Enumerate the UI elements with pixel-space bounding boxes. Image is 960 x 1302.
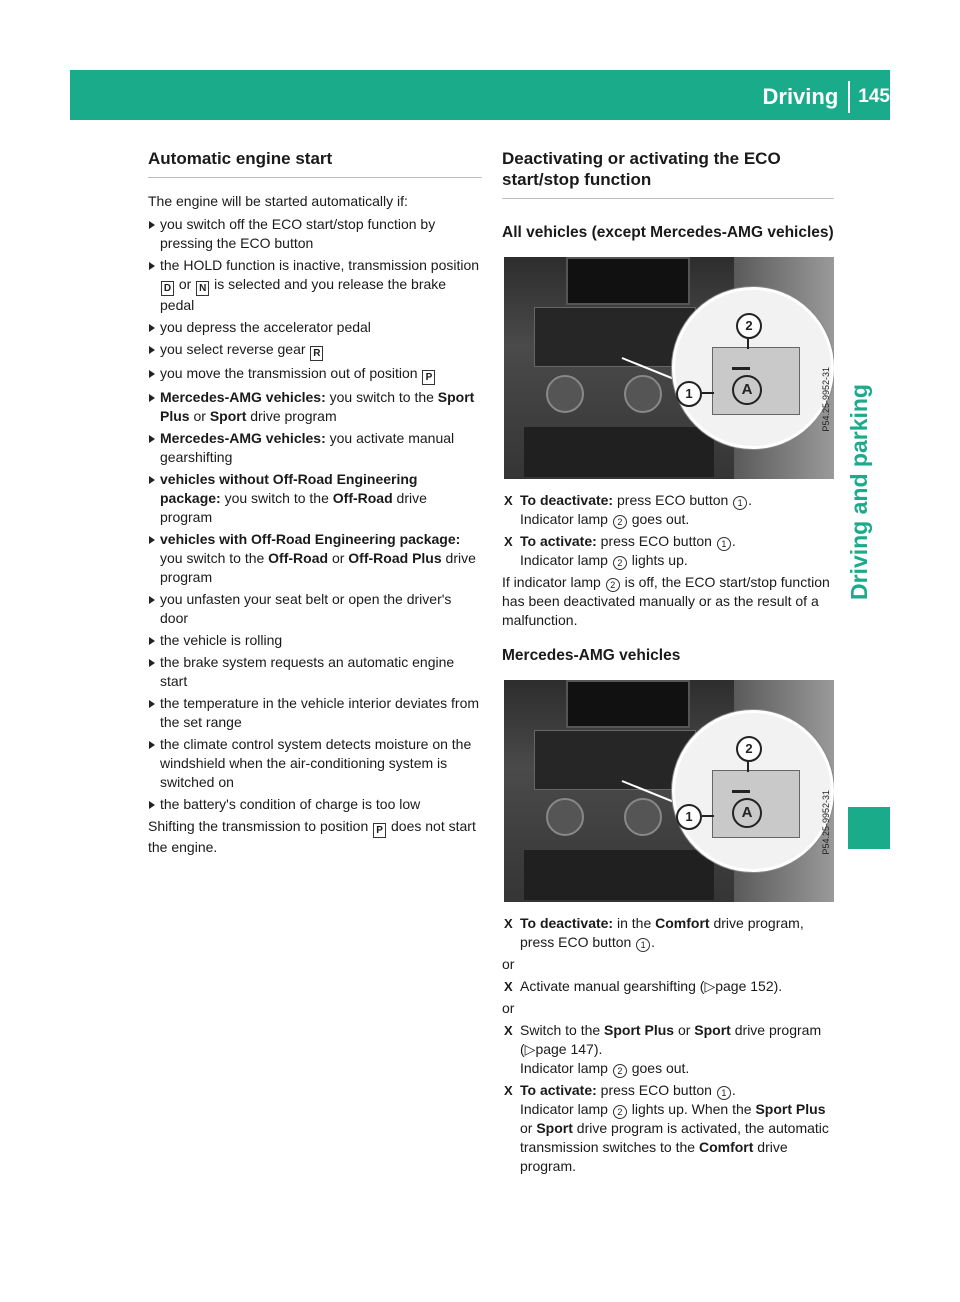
- display-screen: [566, 680, 690, 728]
- steps-all-vehicles: [502, 491, 834, 570]
- list-item: [148, 653, 482, 691]
- step-text: goes out.: [627, 511, 690, 527]
- header-section: [763, 84, 891, 110]
- item-bold: Mercedes-AMG vehicles:: [160, 389, 326, 405]
- step-text: drive program.: [520, 1139, 788, 1174]
- section-title: Driving: [762, 84, 839, 109]
- step-bold: Comfort: [655, 915, 710, 931]
- item-text: the temperature in the vehicle interior deviates from the set range: [160, 695, 480, 730]
- step-text: .: [748, 492, 753, 508]
- item-text: the vehicle is rolling: [160, 632, 283, 648]
- step-bold: Comfort: [698, 1139, 754, 1155]
- list-item: [148, 318, 482, 337]
- outro-text: does not start the engine.: [148, 818, 476, 855]
- step-amg-manual: [502, 977, 834, 996]
- step-text: Indicator lamp: [520, 1060, 612, 1076]
- item-text: the HOLD function is inactive, transmission position: [160, 257, 480, 273]
- figure-code: P54.25-9952-31: [821, 790, 831, 855]
- step-text: drive program (: [520, 1022, 822, 1057]
- item-text: the brake system requests an automatic engine start: [160, 654, 455, 689]
- page-number: 145: [858, 86, 890, 107]
- item-bold: vehicles with Off-Road Engineering package:: [160, 531, 461, 547]
- indicator-paragraph: [502, 573, 834, 630]
- chapter-tab-marker: [848, 807, 890, 849]
- item-bold: Off-Road Plus: [348, 550, 442, 566]
- step-text: goes out.: [627, 1060, 690, 1076]
- figure-code: P54.25-9952-31: [821, 367, 831, 432]
- item-text: you depress the accelerator pedal: [160, 319, 371, 335]
- gear-n-symbol: N: [196, 281, 209, 296]
- callout-ref-2: 2: [613, 1105, 627, 1119]
- right-heading: Deactivating or activating the ECO start/stop function: [502, 148, 834, 199]
- step-text: Indicator lamp: [520, 1101, 612, 1117]
- step-text: Activate manual gearshifting (: [520, 978, 705, 994]
- list-item: [148, 215, 482, 253]
- indicator-lamp: [732, 790, 750, 793]
- step-amg-activate: [502, 1081, 834, 1176]
- left-intro: The engine will be started automatically if:: [148, 193, 408, 209]
- left-outro: [148, 817, 482, 857]
- subheading-all-vehicles: All vehicles (except Mercedes-AMG vehicles): [502, 224, 834, 241]
- climate-knob-left: [546, 798, 584, 836]
- callout-ref-2: 2: [613, 556, 627, 570]
- item-text: drive program: [160, 490, 427, 525]
- start-conditions-list: [148, 215, 482, 814]
- list-item: [148, 470, 482, 527]
- list-item: [148, 694, 482, 732]
- item-text: or: [189, 408, 210, 424]
- outro-text: Shifting the transmission to position: [148, 818, 373, 834]
- chapter-tab-label: Driving and parking: [846, 384, 872, 600]
- left-column: [148, 148, 482, 857]
- callout-line-1: [702, 815, 714, 817]
- callout-1: 1: [676, 804, 702, 830]
- left-heading: Automatic engine start: [148, 148, 482, 178]
- step-bold: Sport Plus: [755, 1101, 826, 1117]
- list-item: [148, 631, 482, 650]
- item-bold: Off-Road: [268, 550, 329, 566]
- list-item: [148, 735, 482, 792]
- item-bold: vehicles without Off-Road Engineering package:: [160, 471, 418, 506]
- page-ref-arrow-icon: ▷: [524, 1041, 536, 1057]
- item-text: you activate manual gearshifting: [160, 430, 455, 465]
- step-bold: To activate:: [520, 533, 597, 549]
- item-text: you move the transmission out of position: [160, 365, 422, 381]
- gear-p-symbol: P: [422, 370, 435, 385]
- step-activate: [502, 532, 834, 570]
- gear-p-symbol: P: [373, 823, 386, 838]
- header-divider: [848, 81, 850, 113]
- step-text: lights up. When the: [627, 1101, 756, 1117]
- list-item: [148, 429, 482, 467]
- climate-knob-right: [624, 375, 662, 413]
- item-text: or: [328, 550, 349, 566]
- callout-line-1: [702, 392, 714, 394]
- step-text: lights up.: [627, 552, 688, 568]
- callout-line-2: [747, 339, 749, 349]
- steps-amg-sport: [502, 1021, 834, 1176]
- item-bold: Sport: [209, 408, 247, 424]
- step-text: drive program is activated, the automatic transmission switches to the: [520, 1120, 829, 1155]
- item-bold: Mercedes-AMG vehicles:: [160, 430, 326, 446]
- item-text: you switch to the: [325, 389, 438, 405]
- or-separator: or: [502, 956, 515, 972]
- steps-amg-deactivate: [502, 914, 834, 952]
- eco-a-icon: A: [732, 798, 762, 828]
- step-text: .: [731, 533, 736, 549]
- item-text: the battery's condition of charge is too low: [160, 796, 421, 812]
- callout-ref-1: 1: [717, 537, 731, 551]
- display-screen: [566, 257, 690, 305]
- list-item: [148, 590, 482, 628]
- callout-2: 2: [736, 736, 762, 762]
- climate-knob-left: [546, 375, 584, 413]
- list-item: [148, 340, 482, 361]
- step-bold: Sport Plus: [604, 1022, 675, 1038]
- center-console-tray: [524, 850, 714, 900]
- item-bold: Off-Road: [332, 490, 393, 506]
- step-text: press ECO button: [596, 533, 716, 549]
- step-text: ).: [593, 1041, 603, 1057]
- step-text: press ECO button: [613, 492, 733, 508]
- list-item: [148, 530, 482, 587]
- eco-button-figure-2: [504, 680, 834, 902]
- item-text: is selected and you release the brake pedal: [160, 276, 447, 313]
- callout-ref-2: 2: [606, 578, 620, 592]
- item-text: you switch to the: [160, 550, 269, 566]
- eco-button-figure-1: [504, 257, 834, 479]
- item-text: you switch to the: [220, 490, 333, 506]
- step-text: Indicator lamp: [520, 511, 612, 527]
- step-text: Indicator lamp: [520, 552, 612, 568]
- item-bold: Sport Plus: [160, 389, 475, 424]
- step-text: in the: [613, 915, 656, 931]
- step-amg-sport: [502, 1021, 834, 1078]
- page-ref-link[interactable]: page 147: [535, 1041, 594, 1057]
- item-text: drive program: [160, 550, 476, 585]
- step-text: Switch to the: [520, 1022, 605, 1038]
- step-amg-deactivate: [502, 914, 834, 952]
- item-text: the climate control system detects moisture on the windshield when the air-conditioning system is switched on: [160, 736, 472, 790]
- list-item: [148, 795, 482, 814]
- page-ref-link[interactable]: page 152: [715, 978, 774, 994]
- step-bold: To deactivate:: [520, 915, 614, 931]
- right-column: [502, 148, 834, 1179]
- step-text: .: [731, 1082, 736, 1098]
- step-bold: To activate:: [520, 1082, 597, 1098]
- step-text: or: [674, 1022, 695, 1038]
- callout-line-2: [747, 762, 749, 772]
- para-text: If indicator lamp: [502, 574, 605, 590]
- gear-r-symbol: R: [310, 346, 323, 361]
- callout-ref-2: 2: [613, 515, 627, 529]
- page-ref-arrow-icon: ▷: [704, 978, 716, 994]
- or-separator: or: [502, 1000, 515, 1016]
- para-text: is off, the ECO start/stop function has been deactivated manually or as the result of a malfunction.: [502, 574, 830, 628]
- step-bold: Sport: [694, 1022, 731, 1038]
- step-text: ).: [773, 978, 783, 994]
- callout-ref-1: 1: [733, 496, 747, 510]
- item-text: you switch off the ECO start/stop function by pressing the ECO button: [160, 216, 436, 251]
- callout-1: 1: [676, 381, 702, 407]
- callout-2: 2: [736, 313, 762, 339]
- list-item: [148, 388, 482, 426]
- list-item: [148, 256, 482, 315]
- callout-ref-1: 1: [717, 1086, 731, 1100]
- step-text: press ECO button: [596, 1082, 716, 1098]
- item-text: you select reverse gear: [160, 341, 310, 357]
- subheading-amg: Mercedes-AMG vehicles: [502, 647, 681, 664]
- steps-amg-manual: [502, 977, 834, 996]
- indicator-lamp: [732, 367, 750, 370]
- step-bold: Sport: [536, 1120, 573, 1136]
- step-deactivate: [502, 491, 834, 529]
- gear-d-symbol: D: [161, 281, 174, 296]
- center-console-tray: [524, 427, 714, 477]
- list-item: [148, 364, 482, 385]
- step-text: or: [520, 1120, 537, 1136]
- step-text: drive program, press ECO button: [520, 915, 804, 950]
- item-text: you unfasten your seat belt or open the driver's door: [160, 591, 452, 626]
- step-text: .: [651, 934, 656, 950]
- item-text: or: [175, 276, 196, 292]
- item-text: drive program: [246, 408, 337, 424]
- callout-ref-2: 2: [613, 1064, 627, 1078]
- step-bold: To deactivate:: [520, 492, 614, 508]
- callout-ref-1: 1: [636, 938, 650, 952]
- climate-knob-right: [624, 798, 662, 836]
- eco-a-icon: A: [732, 375, 762, 405]
